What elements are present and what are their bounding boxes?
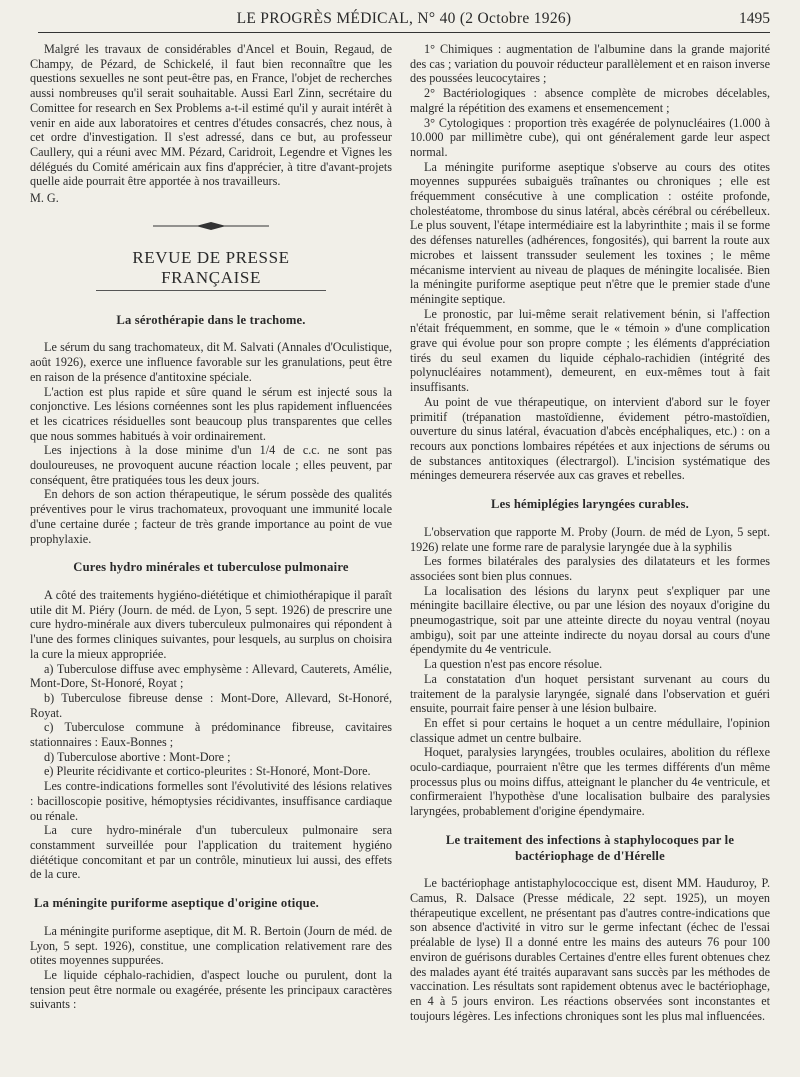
paragraph: La question n'est pas encore résolue. bbox=[424, 657, 603, 672]
paragraph: La cure hydro-minérale d'un tuberculeux pulmonaire sera constamment surveillée pour l'application du traitement hygiéno diététique concomitant et par un contrôle, minutieux lui aussi, des effets de la cure. bbox=[30, 823, 392, 882]
list-item: c) Tuberculose commune à prédominance fibreuse, cavitaires stationnaires : Eaux-Bonnes ; bbox=[30, 720, 392, 750]
list-item: b) Tuberculose fibreuse dense : Mont-Dore, Allevard, St-Honoré, Royat. bbox=[30, 690, 392, 720]
paragraph: Le liquide céphalo-rachidien, d'aspect louche ou purulent, dont la tension peut être normale ou exagérée, présente les principaux caractères suivants : bbox=[30, 967, 392, 1012]
paragraph: 2° Bactériologiques : absence complète de microbes décelables, malgré la répétition des examens et ensemencement ; bbox=[410, 86, 770, 115]
intro-paragraph: Malgré les travaux de considérables d'Ancel et Bouin, Regaud, de Champy, de Pézard, de Schickelé, il faut bien reconnaître que les questions sexuelles ne sont peut-être pas, en France, l'objet de recherches aussi nombreuses qu'il serait souhaitable. Aussi Earl Zinn, secrétaire du Comittee for research en Sex Problems a-t-il estimé qu'il y aurait intérêt à venir en aide aux laboratoires et centres d'études consacrés, chez nous, à cet ordre d'investigation. Il s'est adressé, dans ce but, au professeur Caullery, qui a réuni avec MM. Pézard, Caridroit, Legendre et Vignes les délégués du Comité américain aux fins d'apprécier, à titre d'avant-projets quelle aide pourrait être apportée à nos travailleurs. bbox=[30, 42, 392, 189]
rubric-heading: REVUE DE PRESSE FRANÇAISE bbox=[96, 248, 326, 291]
paragraph: Les injections à la dose minime d'un 1/4 de c.c. ne sont pas douloureuses, ne provoquent aucune réaction locale ; elles peuvent, par conséquent, être pratiquées tous les deux jours. bbox=[30, 443, 392, 487]
list-item: d) Tuberculose abortive : Mont-Dore ; bbox=[44, 749, 231, 764]
signature: M. G. bbox=[30, 191, 59, 206]
paragraph: En effet si pour certains le hoquet a un centre médullaire, l'opinion classique admet un centre bulbaire. bbox=[410, 715, 770, 745]
ornament-divider bbox=[151, 220, 271, 232]
section-title-hemiplegies: Les hémiplégies laryngées curables. bbox=[491, 497, 689, 512]
paragraph: La méningite puriforme aseptique s'observe au cours des otites moyennes suppurées subaiguës traînantes ou chroniques ; elle est fréquemment consécutive à une complication : ostéite profonde, cholestéatome, thrombose du sinus latéral, abcès cérébral ou cérébelleux. Le plus souvent, l'étape intermédiaire est la labyrinthite ; mais il se forme des défenses naturelles (adhérences, fongosités), qui barrent la route aux microbes et laissent transsuder seulement les toxines ; le même mécanisme intervient au niveau de plaques de méningite localisée. Bien la méningite puriforme aseptique peut n'être que le premier stade d'une méningite septique. bbox=[410, 159, 770, 306]
paragraph: La localisation des lésions du larynx peut s'expliquer par une méningite bacillaire élective, ou par une lésion des noyaux d'origine du pneumogastrique, soit par une atteinte directe du noyau ventral (noyau ambigu), soit par une atteinte indirecte du noyau dorsal au cours d'une épendymite du 4e ventricule. bbox=[410, 583, 770, 657]
paragraph: L'action est plus rapide et sûre quand le sérum est injecté sous la conjonctive. Les lésions cornéennes sont les plus rapidement influencées et les cicatrices résiduelles sont beaucoup plus transparentes que celles que nous sommes habitués à voir ordinairement. bbox=[30, 384, 392, 443]
paragraph: Les contre-indications formelles sont l'évolutivité des lésions relatives : bacilloscopie positive, hémoptysies récidivantes, insuffisance cardiaque ou rénale. bbox=[30, 779, 392, 823]
journal-title: LE PROGRÈS MÉDICAL, N° 40 (2 Octobre 1926) bbox=[236, 10, 572, 27]
section-title-cures: Cures hydro minérales et tuberculose pulmonaire bbox=[73, 560, 349, 575]
section-title-meningite: La méningite puriforme aseptique d'origine otique. bbox=[34, 896, 319, 911]
paragraph: Le sérum du sang trachomateux, dit M. Salvati (Annales d'Oculistique, août 1926), exerce une influence favorable sur les granulations, peut être en raison de la présence d'antitoxine spéciale. bbox=[30, 340, 392, 384]
paragraph: Le pronostic, par lui-même serait relativement bénin, si l'affection n'était fréquemment, en somme, que le « témoin » d'une complication grave qui évolue pour son propre compte ; les éléments d'appréciation tirés du seul examen du liquide céphalo-rachidien (intégrité des polynucléaires notamment), demeurent, en eux-mêmes tout à fait insuffisants. bbox=[410, 306, 770, 395]
paragraph: A côté des traitements hygiéno-diététique et chimiothérapique il paraît utile dit M. Piéry (Journ. de méd. de Lyon, 5 sept. 1926) de prescrire une cure hydro-minérale aux divers tuberculeux pulmonaires qui répondent à l'une des formes cliniques suivantes, pour lesquels, au surplus on choisira la cure la mieux appropriée. bbox=[30, 588, 392, 661]
paragraph: La constatation d'un hoquet persistant survenant au cours du traitement de la paralysie laryngée, signalé dans l'observation et guéri ensuite, pourrait faire penser à une lésion bulbaire. bbox=[410, 671, 770, 716]
paragraph: La méningite puriforme aseptique, dit M. R. Bertoin (Journ de méd. de Lyon, 5 sept. 1926), constitue, une complication relativement rare des otites moyennes suppurées. bbox=[30, 923, 392, 968]
left-column bbox=[30, 42, 392, 1067]
running-header bbox=[38, 8, 770, 33]
paragraph: 1° Chimiques : augmentation de l'albumine dans la grande majorité des cas ; variation du pouvoir réducteur parallèlement et en raison inverse des poussées leucocytaires ; bbox=[410, 42, 770, 86]
list-item: a) Tuberculose diffuse avec emphysème : Allevard, Cauterets, Amélie, Mont-Dore, St-Honoré, Royat ; bbox=[30, 661, 392, 691]
paragraph: Les formes bilatérales des paralysies des dilatateurs et les formes associées sont bien plus connues. bbox=[410, 554, 770, 583]
paragraph: L'observation que rapporte M. Proby (Journ. de méd de Lyon, 5 sept. 1926) relate une forme rare de paralysie laryngée due à la syphilis bbox=[410, 524, 770, 554]
page-number: 1495 bbox=[739, 10, 770, 27]
section-title-trachome: La sérothérapie dans le trachome. bbox=[116, 312, 306, 327]
paragraph: Hoquet, paralysies laryngées, troubles oculaires, abolition du réflexe oculo-cardiaque, pourraient n'être que les termes différents d'un même processus plus ou moins diffus, atteignant le plancher du 4e ventricule, et confirmeraient l'hypothèse d'une localisation bulbaire des paralysies laryngées, probablement d'origine épendymaire. bbox=[410, 745, 770, 819]
paragraph: En dehors de son action thérapeutique, le sérum possède des qualités préventives pour le virus trachomateux, provoquant une immunité locale d'une certaine durée ; facteur de très grande importance au point de vue prophylaxie. bbox=[30, 487, 392, 546]
section-title-staphylocoques: Le traitement des infections à staphylocoques par le bactériophage de d'Hérelle bbox=[445, 832, 735, 863]
paragraph: Le bactériophage antistaphylococcique est, disent MM. Hauduroy, P. Camus, R. Dalsace (Presse médicale, 22 sept. 1925), un moyen thérapeutique excellent, ne présentant pas d'autres contre-indications que son absence d'activité in vitro sur le germe infectant (échec de l'essai préalable de lyse) Il a donné entre les mains des auteurs 76 pour 100 environ de guérisons durables Certaines d'entre elles furent obtenues chez des malades ayant été traités auparavant sans succès par les méthodes de vaccination. Les résultats sont rapidement obtenus avec le bactériophage, en 4 à 5 jours environ. Les réactions observées sont inconstantes et toujours légères. Les infections chroniques sont les plus mal influencées. bbox=[410, 876, 770, 1023]
right-column bbox=[410, 42, 770, 1067]
paragraph: 3° Cytologiques : proportion très exagérée de polynucléaires (1.000 à 10.000 par millimètre cube), qui ont généralement garde leur aspect normal. bbox=[410, 115, 770, 159]
list-item: e) Pleurite récidivante et cortico-pleurites : St-Honoré, Mont-Dore. bbox=[44, 764, 371, 779]
paragraph: Au point de vue thérapeutique, on intervient d'abord sur le foyer primitif (trépanation mastoïdienne, évidement pétro-mastoïdien, ouverture du sinus latéral, évacuation d'abcès encéphaliques, etc.) : on a recours aux ponctions lombaires répétées et aux injections de sérums ou de substances antitoxiques (électrargol). L'incision systématique des méninges demeurera réservée aux cas graves et rebelles. bbox=[410, 394, 770, 483]
